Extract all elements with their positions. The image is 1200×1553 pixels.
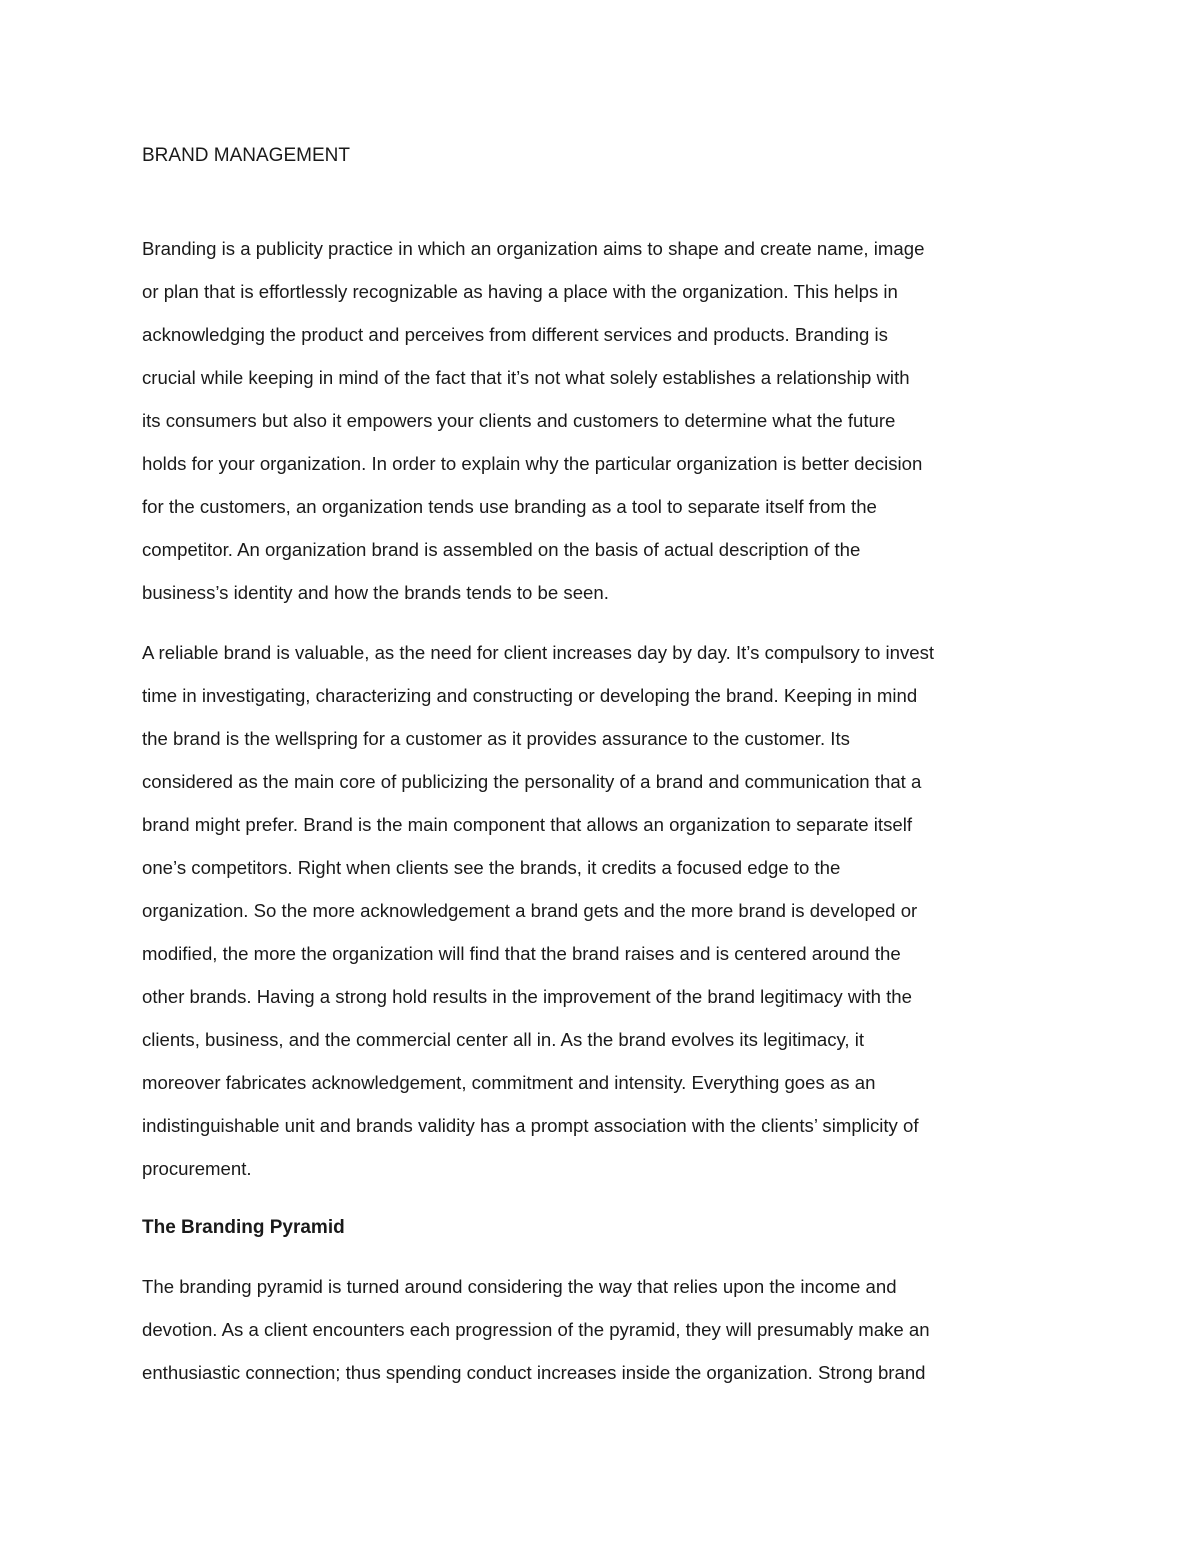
paragraph-2-line: indistinguishable unit and brands validity has a prompt association with the clients’ simplicity of (142, 1115, 919, 1136)
paragraph-1-line: competitor. An organization brand is assembled on the basis of actual description of the (142, 539, 861, 560)
paragraph-1-line: business’s identity and how the brands tends to be seen. (142, 582, 609, 603)
paragraph-1-line: for the customers, an organization tends use branding as a tool to separate itself from the (142, 496, 877, 517)
paragraph-1-line: acknowledging the product and perceives from different services and products. Branding is (142, 324, 888, 345)
paragraph-2-line: time in investigating, characterizing and constructing or developing the brand. Keeping in mind (142, 685, 918, 706)
paragraph-2-line: the brand is the wellspring for a customer as it provides assurance to the customer. Its (142, 728, 850, 749)
paragraph-2-line: considered as the main core of publicizing the personality of a brand and communication that a (142, 771, 922, 792)
section-heading: The Branding Pyramid (142, 1217, 345, 1238)
paragraph-2-line: brand might prefer. Brand is the main component that allows an organization to separate itself (142, 814, 913, 835)
document-title: BRAND MANAGEMENT (142, 145, 350, 166)
paragraph-2-line: clients, business, and the commercial center all in. As the brand evolves its legitimacy, it (142, 1029, 865, 1050)
paragraph-2-line: procurement. (142, 1158, 252, 1179)
paragraph-3-line: devotion. As a client encounters each progression of the pyramid, they will presumably make an (142, 1319, 930, 1340)
paragraph-2-line: other brands. Having a strong hold results in the improvement of the brand legitimacy with the (142, 986, 912, 1007)
paragraph-3-line: The branding pyramid is turned around considering the way that relies upon the income and (142, 1276, 897, 1297)
paragraph-2-line: organization. So the more acknowledgement a brand gets and the more brand is developed or (142, 900, 918, 921)
paragraph-3-line: enthusiastic connection; thus spending conduct increases inside the organization. Strong brand (142, 1362, 926, 1383)
paragraph-2-line: modified, the more the organization will find that the brand raises and is centered around the (142, 943, 901, 964)
paragraph-2-line: moreover fabricates acknowledgement, commitment and intensity. Everything goes as an (142, 1072, 876, 1093)
paragraph-1-line: Branding is a publicity practice in which an organization aims to shape and create name, image (142, 238, 925, 259)
paragraph-1-line: its consumers but also it empowers your clients and customers to determine what the future (142, 410, 896, 431)
paragraph-1-line: crucial while keeping in mind of the fact that it’s not what solely establishes a relationship with (142, 367, 910, 388)
paragraph-2-line: one’s competitors. Right when clients see the brands, it credits a focused edge to the (142, 857, 841, 878)
paragraph-1-line: or plan that is effortlessly recognizable as having a place with the organization. This helps in (142, 281, 898, 302)
paragraph-1-line: holds for your organization. In order to explain why the particular organization is better decision (142, 453, 923, 474)
paragraph-2-line: A reliable brand is valuable, as the need for client increases day by day. It’s compulsory to invest (142, 642, 935, 663)
